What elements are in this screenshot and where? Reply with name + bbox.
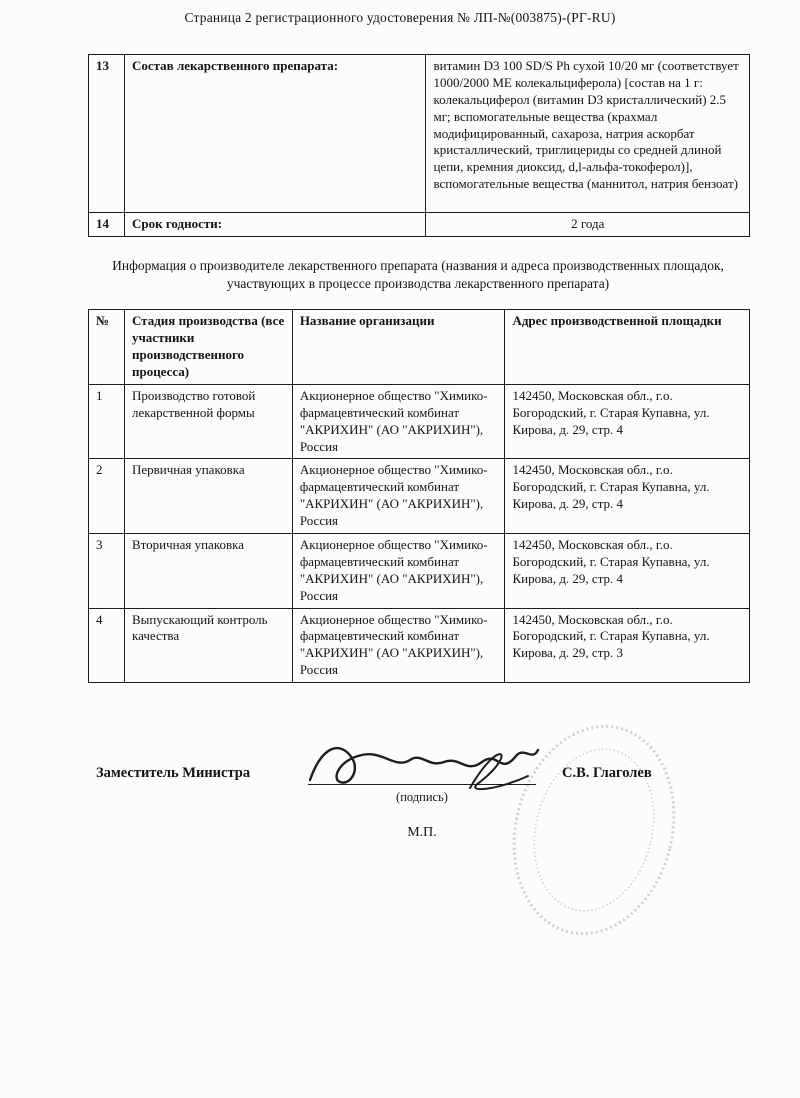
manufacturer-info-paragraph: Информация о производителе лекарственного препарата (названия и адреса производственных площадок, участвующих в процессе производства лекарственного препарата) <box>112 257 724 292</box>
row-number-cell: 4 <box>89 608 125 683</box>
signature-line <box>308 735 536 785</box>
stage-cell: Первичная упаковка <box>124 459 292 534</box>
table-row <box>89 213 750 237</box>
signature-caption: (подпись) <box>396 790 448 805</box>
page-header: Страница 2 регистрационного удостоверения № ЛП-№(003875)-(РГ-RU) <box>184 10 616 25</box>
table-row <box>89 534 750 609</box>
table-row <box>89 55 750 213</box>
address-cell: 142450, Московская обл., г.о. Богородский, г. Старая Купавна, ул. Кирова, д. 29, стр. 4 <box>505 534 750 609</box>
table-row <box>89 459 750 534</box>
address-cell: 142450, Московская обл., г.о. Богородский, г. Старая Купавна, ул. Кирова, д. 29, стр. 3 <box>505 608 750 683</box>
manufacturer-table <box>88 309 750 683</box>
address-cell: 142450, Московская обл., г.о. Богородский, г. Старая Купавна, ул. Кирова, д. 29, стр. 4 <box>505 384 750 459</box>
address-cell: 142450, Московская обл., г.о. Богородский, г. Старая Купавна, ул. Кирова, д. 29, стр. 4 <box>505 459 750 534</box>
row-number-cell: 14 <box>89 213 125 237</box>
organization-cell: Акционерное общество "Химико-фармацевтический комбинат "АКРИХИН" (АО "АКРИХИН"), Россия <box>292 384 505 459</box>
row-value-cell: 2 года <box>426 213 750 237</box>
row-number-cell: 13 <box>89 55 125 213</box>
table-row <box>89 608 750 683</box>
document-content <box>88 54 750 683</box>
signatory-title: Заместитель Министра <box>96 765 251 782</box>
row-number-cell: 1 <box>89 384 125 459</box>
signature-row <box>96 735 716 785</box>
column-header: Стадия производства (все участники производственного процесса) <box>124 310 292 385</box>
row-label-cell: Срок годности: <box>124 213 426 237</box>
stage-cell: Вторичная упаковка <box>124 534 292 609</box>
column-header: Адрес производственной площадки <box>505 310 750 385</box>
column-header: Название организации <box>292 310 505 385</box>
table-row <box>89 384 750 459</box>
row-number-cell: 3 <box>89 534 125 609</box>
row-value-cell: витамин D3 100 SD/S Ph сухой 10/20 мг (соответствует 1000/2000 МЕ колекальциферола) [состав на 1 г: колекальциферол (витамин D3 кристаллический) 2.5 мг; вспомогательные вещества (крахмал модифицированный, сахароза, натрия аскорбат кристаллический, триглицериды со средней длиной цепи, кремния диоксид, d,l-альфа-токоферол)], вспомогательные вещества (маннитол, натрия бензоат) <box>426 55 750 213</box>
table-header-row <box>89 310 750 385</box>
organization-cell: Акционерное общество "Химико-фармацевтический комбинат "АКРИХИН" (АО "АКРИХИН"), Россия <box>292 459 505 534</box>
row-number-cell: 2 <box>89 459 125 534</box>
row-label-cell: Состав лекарственного препарата: <box>124 55 426 213</box>
organization-cell: Акционерное общество "Химико-фармацевтический комбинат "АКРИХИН" (АО "АКРИХИН"), Россия <box>292 534 505 609</box>
stage-cell: Выпускающий контроль качества <box>124 608 292 683</box>
organization-cell: Акционерное общество "Химико-фармацевтический комбинат "АКРИХИН" (АО "АКРИХИН"), Россия <box>292 608 505 683</box>
stamp-place-label: М.П. <box>407 825 437 841</box>
product-properties-table <box>88 54 750 237</box>
handwritten-signature <box>302 732 542 794</box>
signatory-name: С.В. Глаголев <box>562 765 652 782</box>
column-header: № <box>89 310 125 385</box>
signature-block <box>96 735 716 841</box>
stage-cell: Производство готовой лекарственной формы <box>124 384 292 459</box>
